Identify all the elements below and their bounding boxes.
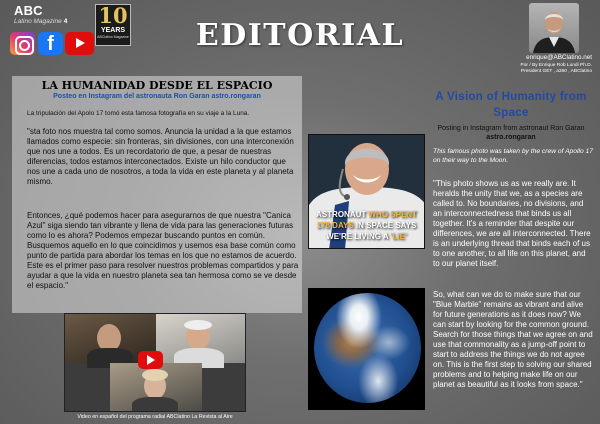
- video-caption: Video en español del programa radial ABClatino La Revista al Aire: [77, 414, 233, 420]
- video-participant-2: [156, 314, 246, 363]
- instagram-icon[interactable]: [10, 32, 35, 55]
- spanish-paragraph-2: Entonces, ¿qué podemos hacer para asegurarnos de que nuestra "Canica Azul" siga siendo tan vibrante y llena de vida para las generaciones futuras como lo es ahora? Podemos empezar buscando puntos en común. Busquemos aquello en lo que coincidimos y usemos esa base común como punto de partida para abordar los temas en los que no estamos de acuerdo. Este es el primer paso para resolver nuestros problemas compartidos y para ayudar a que la vida en nuestro planeta sea tan hermosa como se ve desde el espacio.": [27, 211, 299, 290]
- english-paragraph-2: So, what can we do to make sure that our "Blue Marble" remains as vibrant and alive for future generations as it does now? We can start by looking for the common ground. Search for those things that we agree on and use that commonality as a jump-off point to start to address the things we do not agree on. This is the first step to solving our shared problems and to helping make life on our planet as beautiful as it looks from space.": [433, 290, 593, 389]
- astronaut-photo: [308, 134, 425, 249]
- page-title: EDITORIAL: [195, 18, 405, 53]
- english-article-title: A Vision of Humanity from Space: [435, 91, 587, 119]
- author-email[interactable]: enrique@ABClatino.net: [526, 54, 592, 61]
- youtube-icon[interactable]: [65, 32, 94, 55]
- spanish-paragraph-1: "sta foto nos muestra tal como somos. Anuncia la unidad a la que estamos llamados como especie: sin fronteras, sin divisiones, con una interconexión que nos une a todos. Es un recordatorio de que, a pesar de nuestras diferencias, todos estamos interconectados. Existe un hilo conductor que nos une a cada uno de nosotros, a toda la vida en este planeta y al planeta mismo.: [27, 127, 294, 186]
- video-participant-3: [110, 363, 202, 412]
- english-article-subtitle: Posting in Instagram from astronaut Ron Garan astro.rongaran: [437, 125, 585, 141]
- anniversary-sub: ABClatino Magazine: [97, 35, 129, 39]
- author-avatar: [529, 3, 579, 53]
- english-paragraph-1: "This photo shows us as we really are. It heralds the unity that we, as a species are called to. No boundaries, no divisions, and an interconnectedness that binds us all together. It's a reminder that despite our differences, we are all interconnected. There is an underlying thread that binds each of us to one another, to all life on this planet, and to our planet itself.: [433, 179, 591, 268]
- anniversary-word: YEARS: [100, 27, 126, 34]
- english-article-intro: This famous photo was taken by the crew of Apollo 17 on their way to the Moon.: [433, 148, 593, 164]
- abclatino-logo: ABC: [14, 3, 43, 18]
- youtube-play-icon[interactable]: [138, 351, 163, 369]
- astronaut-photo-caption: ASTRONAUT WHO SPENT 178 DAYS IN SPACE SAYS WE'RE LIVING A 'LIE': [316, 210, 417, 241]
- spanish-article-subtitle: Posteo en Instagram del astronauta Ron Garan astro.rongaran: [53, 93, 261, 100]
- facebook-icon[interactable]: f: [38, 32, 63, 55]
- magazine-logo-subtitle: Latino Magazine 4: [14, 18, 68, 25]
- spanish-article-intro: La tripulación del Apolo 17 tomó esta famosa fotografía en su viaje a la Luna.: [27, 110, 250, 117]
- earth-globe: [314, 293, 421, 403]
- author-byline-line-1: Por / By Enrique Rob Lundi Ph.D.: [520, 63, 592, 68]
- earth-photo: [308, 288, 425, 410]
- anniversary-number: 10: [98, 3, 128, 28]
- anniversary-badge: [95, 4, 131, 46]
- author-byline: [486, 63, 592, 75]
- spanish-article-title: LA HUMANIDAD DESDE EL ESPACIO: [41, 79, 273, 92]
- author-byline-line-2: President GET , a360 , ABClatino: [520, 69, 592, 74]
